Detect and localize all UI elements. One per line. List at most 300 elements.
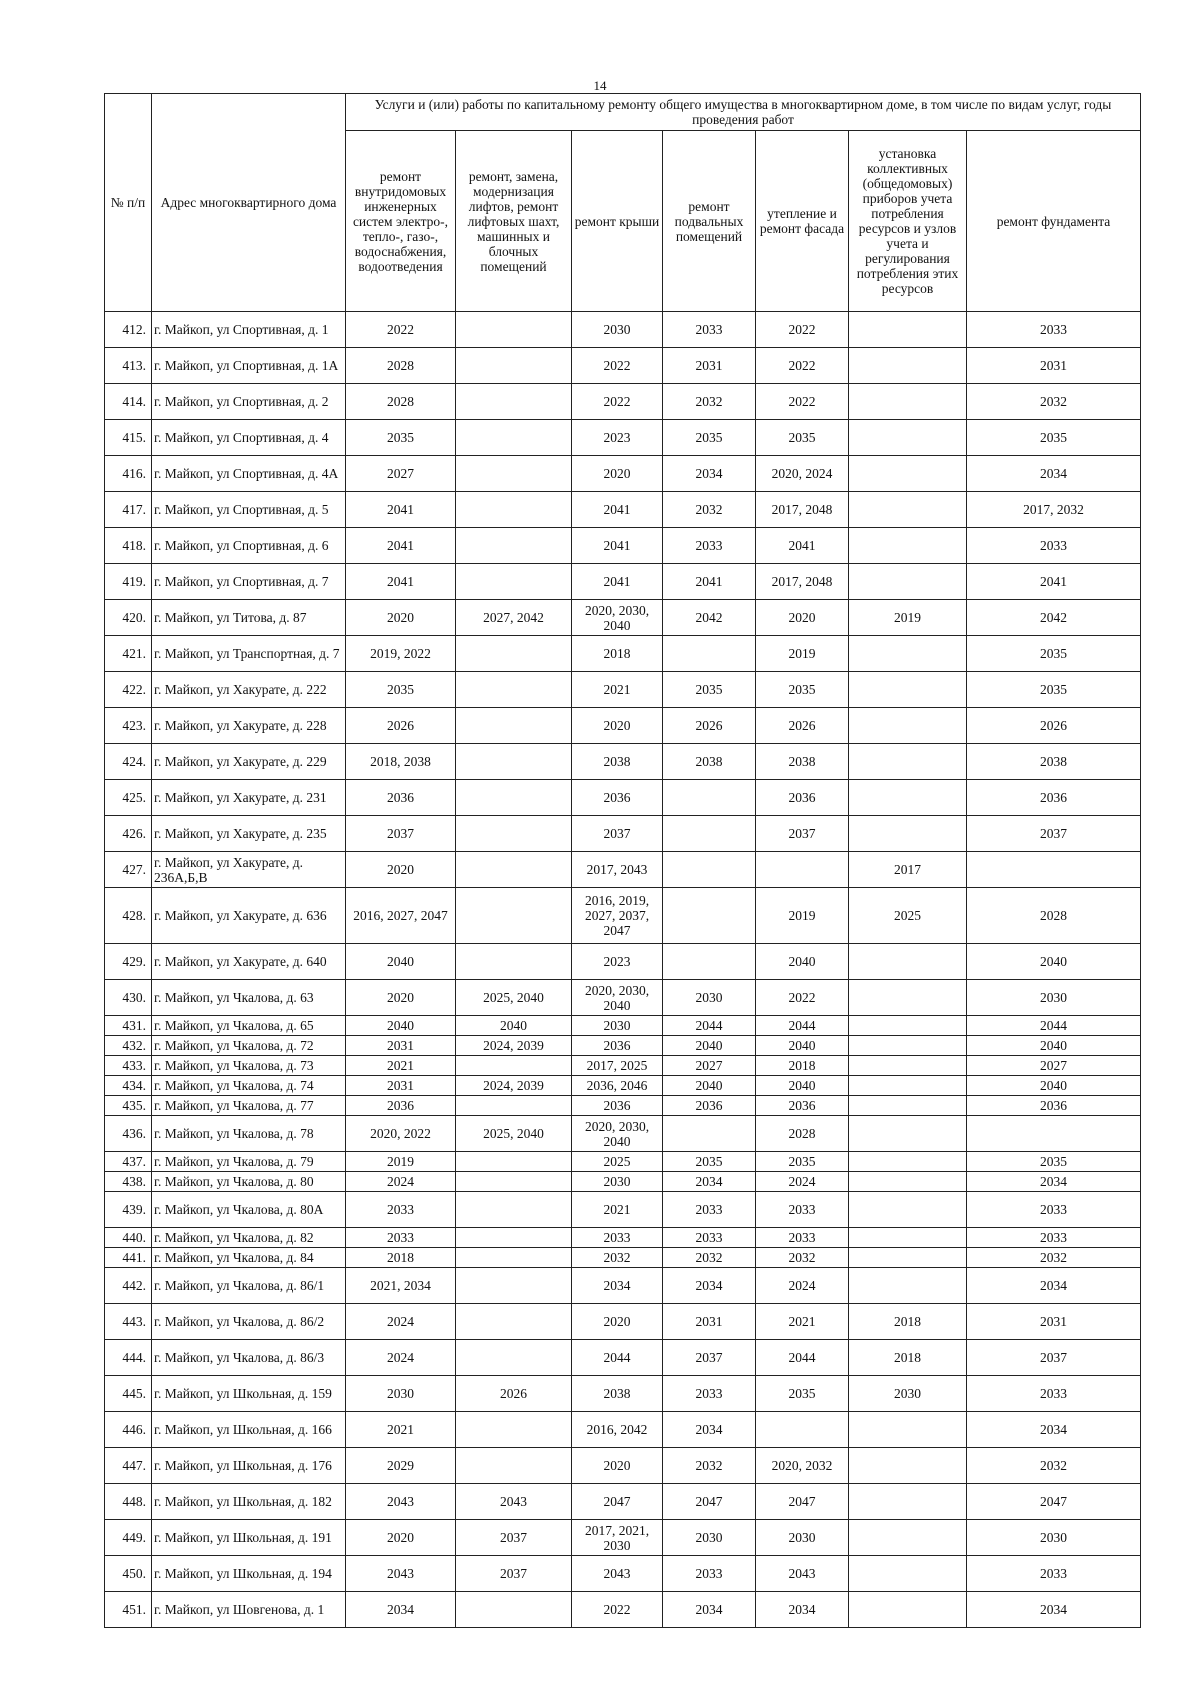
row-year-cell: 2021, 2034: [346, 1268, 456, 1304]
row-year-cell: 2031: [967, 348, 1141, 384]
row-year-cell: 2027, 2042: [456, 600, 572, 636]
table-row: [105, 1268, 1141, 1304]
row-year-cell: 2033: [663, 312, 756, 348]
row-year-cell: 2021: [572, 1192, 663, 1228]
row-address: г. Майкоп, ул Чкалова, д. 65: [152, 1016, 346, 1036]
row-year-cell: 2018: [756, 1056, 849, 1076]
row-year-cell: [849, 708, 967, 744]
row-year-cell: 2020: [346, 980, 456, 1016]
row-year-cell: 2037: [967, 1340, 1141, 1376]
row-number: 419.: [105, 564, 152, 600]
row-address: г. Майкоп, ул Хакурате, д. 229: [152, 744, 346, 780]
row-year-cell: 2017, 2048: [756, 492, 849, 528]
row-year-cell: 2030: [663, 980, 756, 1016]
row-year-cell: 2038: [572, 1376, 663, 1412]
row-year-cell: [849, 816, 967, 852]
row-number: 424.: [105, 744, 152, 780]
row-year-cell: 2018: [572, 636, 663, 672]
row-year-cell: 2019: [756, 888, 849, 944]
row-year-cell: 2036: [346, 780, 456, 816]
row-year-cell: [456, 1340, 572, 1376]
row-year-cell: 2024, 2039: [456, 1036, 572, 1056]
row-year-cell: 2036: [572, 780, 663, 816]
table-row: [105, 312, 1141, 348]
row-year-cell: 2033: [967, 1556, 1141, 1592]
row-year-cell: 2026: [663, 708, 756, 744]
row-year-cell: [849, 1484, 967, 1520]
row-year-cell: 2026: [346, 708, 456, 744]
table-row: [105, 1096, 1141, 1116]
row-year-cell: 2043: [572, 1556, 663, 1592]
table-row: [105, 1036, 1141, 1056]
row-number: 446.: [105, 1412, 152, 1448]
table-row: [105, 1228, 1141, 1248]
row-year-cell: [456, 1268, 572, 1304]
table-row: [105, 1152, 1141, 1172]
table-row: [105, 348, 1141, 384]
row-year-cell: 2035: [967, 1152, 1141, 1172]
row-year-cell: 2030: [967, 980, 1141, 1016]
table-row: [105, 1340, 1141, 1376]
row-year-cell: 2043: [346, 1484, 456, 1520]
row-address: г. Майкоп, ул Чкалова, д. 86/1: [152, 1268, 346, 1304]
row-year-cell: 2036: [346, 1096, 456, 1116]
capital-repair-table: [104, 93, 1141, 1628]
row-number: 443.: [105, 1304, 152, 1340]
row-year-cell: [456, 1248, 572, 1268]
row-year-cell: 2027: [346, 456, 456, 492]
table-row: [105, 420, 1141, 456]
row-year-cell: 2041: [572, 492, 663, 528]
row-year-cell: 2036: [967, 1096, 1141, 1116]
row-year-cell: [849, 1056, 967, 1076]
table-row: [105, 744, 1141, 780]
row-year-cell: 2040: [456, 1016, 572, 1036]
row-year-cell: [456, 312, 572, 348]
row-year-cell: 2031: [663, 348, 756, 384]
row-number: 414.: [105, 384, 152, 420]
row-year-cell: [849, 1520, 967, 1556]
row-year-cell: [849, 1592, 967, 1628]
row-year-cell: 2034: [346, 1592, 456, 1628]
row-year-cell: 2037: [756, 816, 849, 852]
row-year-cell: [456, 420, 572, 456]
row-year-cell: 2033: [967, 528, 1141, 564]
row-year-cell: 2022: [756, 348, 849, 384]
row-year-cell: 2037: [663, 1340, 756, 1376]
row-year-cell: 2017, 2025: [572, 1056, 663, 1076]
row-year-cell: 2036: [663, 1096, 756, 1116]
row-year-cell: [849, 1556, 967, 1592]
row-year-cell: 2040: [967, 944, 1141, 980]
table-row: [105, 1056, 1141, 1076]
row-number: 440.: [105, 1228, 152, 1248]
row-year-cell: 2041: [346, 564, 456, 600]
row-year-cell: 2037: [456, 1556, 572, 1592]
row-year-cell: 2032: [967, 1448, 1141, 1484]
row-year-cell: 2032: [663, 1248, 756, 1268]
row-address: г. Майкоп, ул Спортивная, д. 2: [152, 384, 346, 420]
row-year-cell: 2031: [967, 1304, 1141, 1340]
row-year-cell: 2032: [663, 1448, 756, 1484]
row-year-cell: 2036, 2046: [572, 1076, 663, 1096]
table-row: [105, 492, 1141, 528]
row-year-cell: 2034: [663, 1268, 756, 1304]
row-year-cell: 2035: [663, 1152, 756, 1172]
row-year-cell: 2024: [756, 1268, 849, 1304]
row-year-cell: [456, 672, 572, 708]
row-year-cell: 2047: [663, 1484, 756, 1520]
row-number: 417.: [105, 492, 152, 528]
row-year-cell: 2018: [849, 1304, 967, 1340]
header-num: № п/п: [105, 94, 152, 312]
row-year-cell: 2030: [756, 1520, 849, 1556]
row-year-cell: [849, 1228, 967, 1248]
row-year-cell: 2036: [967, 780, 1141, 816]
row-number: 422.: [105, 672, 152, 708]
row-year-cell: 2022: [572, 1592, 663, 1628]
row-number: 449.: [105, 1520, 152, 1556]
row-year-cell: [967, 1116, 1141, 1152]
row-number: 415.: [105, 420, 152, 456]
row-year-cell: 2042: [967, 600, 1141, 636]
row-year-cell: [456, 528, 572, 564]
row-year-cell: 2022: [756, 384, 849, 420]
row-address: г. Майкоп, ул Спортивная, д. 4: [152, 420, 346, 456]
row-address: г. Майкоп, ул Хакурате, д. 236А,Б,В: [152, 852, 346, 888]
row-address: г. Майкоп, ул Школьная, д. 166: [152, 1412, 346, 1448]
row-year-cell: 2024, 2039: [456, 1076, 572, 1096]
row-year-cell: 2028: [346, 348, 456, 384]
row-number: 444.: [105, 1340, 152, 1376]
row-year-cell: 2035: [967, 420, 1141, 456]
row-year-cell: 2017, 2048: [756, 564, 849, 600]
row-year-cell: 2032: [756, 1248, 849, 1268]
row-year-cell: 2037: [967, 816, 1141, 852]
row-year-cell: 2032: [967, 384, 1141, 420]
table-row: [105, 1016, 1141, 1036]
row-address: г. Майкоп, ул Хакурате, д. 222: [152, 672, 346, 708]
row-year-cell: 2035: [756, 420, 849, 456]
row-number: 435.: [105, 1096, 152, 1116]
row-address: г. Майкоп, ул Школьная, д. 182: [152, 1484, 346, 1520]
row-year-cell: 2031: [663, 1304, 756, 1340]
row-year-cell: [849, 528, 967, 564]
row-address: г. Майкоп, ул Спортивная, д. 7: [152, 564, 346, 600]
table-row: [105, 780, 1141, 816]
row-year-cell: 2021: [756, 1304, 849, 1340]
row-year-cell: [756, 1412, 849, 1448]
row-year-cell: [849, 1412, 967, 1448]
row-year-cell: 2017, 2032: [967, 492, 1141, 528]
row-year-cell: 2033: [663, 1192, 756, 1228]
row-number: 451.: [105, 1592, 152, 1628]
row-address: г. Майкоп, ул Школьная, д. 159: [152, 1376, 346, 1412]
row-address: г. Майкоп, ул Спортивная, д. 1: [152, 312, 346, 348]
row-number: 423.: [105, 708, 152, 744]
table-row: [105, 1304, 1141, 1340]
row-year-cell: 2026: [456, 1376, 572, 1412]
table-row: [105, 564, 1141, 600]
row-year-cell: [849, 1448, 967, 1484]
row-number: 425.: [105, 780, 152, 816]
row-year-cell: 2033: [967, 312, 1141, 348]
row-year-cell: 2035: [967, 672, 1141, 708]
row-address: г. Майкоп, ул Чкалова, д. 73: [152, 1056, 346, 1076]
row-address: г. Майкоп, ул Спортивная, д. 1А: [152, 348, 346, 384]
row-year-cell: 2041: [572, 528, 663, 564]
row-year-cell: 2044: [572, 1340, 663, 1376]
header-engineering-systems: ремонт внутридомовых инженерных систем электро-, тепло-, газо-, водоснабжения, водоотведения: [346, 131, 456, 312]
row-year-cell: [456, 852, 572, 888]
row-year-cell: 2044: [967, 1016, 1141, 1036]
row-year-cell: [456, 780, 572, 816]
row-year-cell: 2035: [663, 420, 756, 456]
row-year-cell: 2040: [967, 1076, 1141, 1096]
row-number: 428.: [105, 888, 152, 944]
row-year-cell: 2040: [346, 1016, 456, 1036]
row-year-cell: 2024: [756, 1172, 849, 1192]
row-year-cell: [849, 492, 967, 528]
table-row: [105, 1592, 1141, 1628]
table-row: [105, 384, 1141, 420]
row-year-cell: 2044: [756, 1340, 849, 1376]
row-year-cell: 2019: [756, 636, 849, 672]
table-row: [105, 528, 1141, 564]
row-year-cell: 2040: [756, 1036, 849, 1056]
header-facade: утепление и ремонт фасада: [756, 131, 849, 312]
row-year-cell: 2017: [849, 852, 967, 888]
row-year-cell: 2037: [346, 816, 456, 852]
row-year-cell: 2022: [572, 348, 663, 384]
row-year-cell: [849, 1036, 967, 1056]
row-number: 430.: [105, 980, 152, 1016]
row-address: г. Майкоп, ул Чкалова, д. 80А: [152, 1192, 346, 1228]
table-row: [105, 1248, 1141, 1268]
row-year-cell: [849, 672, 967, 708]
row-address: г. Майкоп, ул Спортивная, д. 5: [152, 492, 346, 528]
row-year-cell: [967, 852, 1141, 888]
header-foundation: ремонт фундамента: [967, 131, 1141, 312]
row-year-cell: 2040: [756, 944, 849, 980]
header-elevators: ремонт, замена, модернизация лифтов, ремонт лифтовых шахт, машинных и блочных помещений: [456, 131, 572, 312]
row-year-cell: 2036: [756, 1096, 849, 1116]
row-year-cell: 2047: [572, 1484, 663, 1520]
row-year-cell: 2047: [756, 1484, 849, 1520]
row-year-cell: 2035: [663, 672, 756, 708]
row-year-cell: 2026: [967, 708, 1141, 744]
row-year-cell: 2034: [967, 456, 1141, 492]
row-year-cell: 2017, 2043: [572, 852, 663, 888]
header-basement: ремонт подвальных помещений: [663, 131, 756, 312]
header-meters: установка коллективных (общедомовых) приборов учета потребления ресурсов и узлов учета и регулирования потребления этих ресурсов: [849, 131, 967, 312]
row-year-cell: 2033: [663, 1376, 756, 1412]
row-year-cell: 2028: [756, 1116, 849, 1152]
row-year-cell: 2025: [849, 888, 967, 944]
row-year-cell: 2020, 2022: [346, 1116, 456, 1152]
row-year-cell: [456, 492, 572, 528]
row-year-cell: 2033: [967, 1376, 1141, 1412]
row-number: 433.: [105, 1056, 152, 1076]
row-year-cell: 2021: [572, 672, 663, 708]
row-year-cell: 2040: [663, 1076, 756, 1096]
row-year-cell: [456, 744, 572, 780]
row-year-cell: [849, 1096, 967, 1116]
row-number: 420.: [105, 600, 152, 636]
row-year-cell: 2037: [572, 816, 663, 852]
row-year-cell: 2020, 2030, 2040: [572, 1116, 663, 1152]
row-year-cell: [849, 312, 967, 348]
row-year-cell: [849, 1192, 967, 1228]
row-year-cell: 2033: [346, 1192, 456, 1228]
row-year-cell: 2041: [663, 564, 756, 600]
row-year-cell: 2030: [849, 1376, 967, 1412]
row-year-cell: 2032: [663, 492, 756, 528]
row-year-cell: 2035: [756, 672, 849, 708]
table-row: [105, 1484, 1141, 1520]
row-number: 431.: [105, 1016, 152, 1036]
row-number: 421.: [105, 636, 152, 672]
row-year-cell: [663, 816, 756, 852]
row-year-cell: [663, 852, 756, 888]
row-year-cell: 2038: [756, 744, 849, 780]
row-year-cell: 2027: [967, 1056, 1141, 1076]
row-year-cell: [663, 944, 756, 980]
row-year-cell: 2021: [346, 1412, 456, 1448]
row-year-cell: 2033: [663, 1228, 756, 1248]
row-year-cell: 2016, 2027, 2047: [346, 888, 456, 944]
table-row: [105, 1556, 1141, 1592]
row-year-cell: 2020, 2030, 2040: [572, 600, 663, 636]
row-number: 447.: [105, 1448, 152, 1484]
row-year-cell: 2025: [572, 1152, 663, 1172]
row-year-cell: 2029: [346, 1448, 456, 1484]
row-year-cell: [849, 1076, 967, 1096]
table-row: [105, 708, 1141, 744]
row-year-cell: 2022: [756, 312, 849, 348]
table-row: [105, 636, 1141, 672]
row-year-cell: 2033: [756, 1192, 849, 1228]
row-year-cell: 2040: [967, 1036, 1141, 1056]
header-address: Адрес многоквартирного дома: [152, 94, 346, 312]
row-address: г. Майкоп, ул Хакурате, д. 231: [152, 780, 346, 816]
row-number: 426.: [105, 816, 152, 852]
row-year-cell: 2018, 2038: [346, 744, 456, 780]
row-year-cell: [849, 1248, 967, 1268]
row-year-cell: 2028: [967, 888, 1141, 944]
row-year-cell: 2041: [572, 564, 663, 600]
table-row: [105, 1520, 1141, 1556]
row-year-cell: [456, 1592, 572, 1628]
row-year-cell: 2035: [346, 420, 456, 456]
row-address: г. Майкоп, ул Транспортная, д. 7: [152, 636, 346, 672]
row-year-cell: [456, 348, 572, 384]
row-year-cell: 2026: [756, 708, 849, 744]
row-address: г. Майкоп, ул Школьная, д. 176: [152, 1448, 346, 1484]
row-year-cell: [456, 1152, 572, 1172]
row-year-cell: 2035: [967, 636, 1141, 672]
row-year-cell: 2019: [346, 1152, 456, 1172]
table-row: [105, 1192, 1141, 1228]
row-year-cell: 2018: [346, 1248, 456, 1268]
row-year-cell: 2040: [346, 944, 456, 980]
table-row: [105, 888, 1141, 944]
row-year-cell: 2036: [572, 1096, 663, 1116]
row-address: г. Майкоп, ул Титова, д. 87: [152, 600, 346, 636]
row-year-cell: 2034: [967, 1172, 1141, 1192]
row-year-cell: [456, 1304, 572, 1340]
row-year-cell: 2020: [572, 1448, 663, 1484]
row-year-cell: [849, 636, 967, 672]
row-year-cell: 2041: [967, 564, 1141, 600]
row-year-cell: [456, 708, 572, 744]
row-address: г. Майкоп, ул Хакурате, д. 235: [152, 816, 346, 852]
row-number: 448.: [105, 1484, 152, 1520]
row-year-cell: [663, 780, 756, 816]
row-year-cell: 2032: [663, 384, 756, 420]
row-year-cell: 2020: [346, 1520, 456, 1556]
table-row: [105, 672, 1141, 708]
row-year-cell: [456, 1172, 572, 1192]
row-year-cell: [849, 348, 967, 384]
row-year-cell: 2032: [967, 1248, 1141, 1268]
table-row: [105, 456, 1141, 492]
row-address: г. Майкоп, ул Чкалова, д. 74: [152, 1076, 346, 1096]
row-year-cell: 2030: [572, 1172, 663, 1192]
row-year-cell: 2038: [967, 744, 1141, 780]
row-year-cell: 2044: [663, 1016, 756, 1036]
row-address: г. Майкоп, ул Хакурате, д. 228: [152, 708, 346, 744]
row-year-cell: 2038: [663, 744, 756, 780]
row-address: г. Майкоп, ул Чкалова, д. 86/3: [152, 1340, 346, 1376]
row-number: 442.: [105, 1268, 152, 1304]
table-row: [105, 1172, 1141, 1192]
table-row: [105, 1412, 1141, 1448]
row-year-cell: 2033: [967, 1228, 1141, 1248]
row-year-cell: 2044: [756, 1016, 849, 1036]
row-year-cell: 2034: [967, 1412, 1141, 1448]
row-year-cell: 2028: [346, 384, 456, 420]
row-year-cell: [456, 816, 572, 852]
row-year-cell: 2020, 2030, 2040: [572, 980, 663, 1016]
row-year-cell: 2024: [346, 1340, 456, 1376]
table-row: [105, 1116, 1141, 1152]
row-year-cell: [456, 1192, 572, 1228]
row-year-cell: 2030: [572, 312, 663, 348]
row-address: г. Майкоп, ул Чкалова, д. 77: [152, 1096, 346, 1116]
row-year-cell: 2025, 2040: [456, 1116, 572, 1152]
row-number: 439.: [105, 1192, 152, 1228]
row-address: г. Майкоп, ул Спортивная, д. 6: [152, 528, 346, 564]
row-number: 438.: [105, 1172, 152, 1192]
row-year-cell: 2034: [663, 456, 756, 492]
row-year-cell: 2034: [967, 1268, 1141, 1304]
row-year-cell: 2020: [572, 456, 663, 492]
header-roof: ремонт крыши: [572, 131, 663, 312]
row-number: 429.: [105, 944, 152, 980]
row-year-cell: 2037: [456, 1520, 572, 1556]
table-row: [105, 980, 1141, 1016]
row-address: г. Майкоп, ул Спортивная, д. 4А: [152, 456, 346, 492]
table-row: [105, 816, 1141, 852]
row-year-cell: 2020, 2032: [756, 1448, 849, 1484]
row-year-cell: 2042: [663, 600, 756, 636]
row-year-cell: [456, 564, 572, 600]
row-year-cell: 2020, 2024: [756, 456, 849, 492]
row-year-cell: 2030: [663, 1520, 756, 1556]
row-year-cell: 2040: [756, 1076, 849, 1096]
row-year-cell: [849, 1172, 967, 1192]
